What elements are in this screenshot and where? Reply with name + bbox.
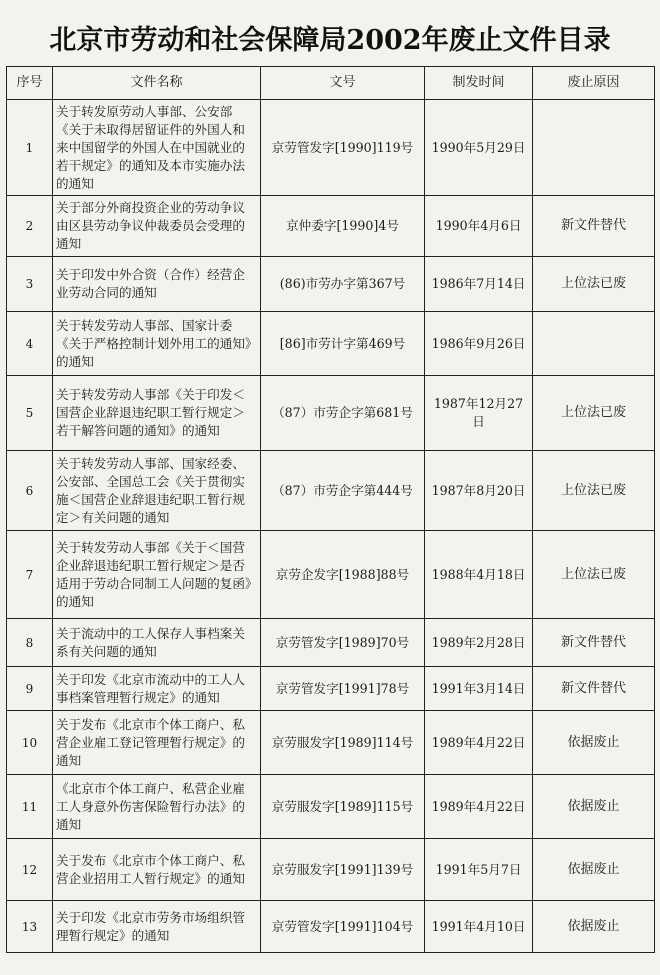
column-header-title: 文件名称 [53, 67, 261, 100]
column-header-reason: 废止原因 [533, 67, 655, 100]
issue-date: 1990年5月29日 [425, 100, 533, 196]
row-number: 11 [7, 775, 53, 839]
row-number: 7 [7, 531, 53, 619]
issue-date: 1989年4月22日 [425, 711, 533, 775]
issue-date: 1989年4月22日 [425, 775, 533, 839]
table-row [7, 775, 655, 839]
abolish-reason: 上位法已废 [533, 451, 655, 531]
document-title: 关于转发劳动人事部《关于印发＜国营企业辞退违纪职工暂行规定＞若干解答问题的通知》的通知 [53, 376, 261, 451]
document-number: 京劳管发字[1991]78号 [261, 667, 425, 711]
document-number: 京劳服发字[1991]139号 [261, 839, 425, 901]
document-number: [86]市劳计字第469号 [261, 312, 425, 376]
table-row [7, 196, 655, 257]
document-title: 关于流动中的工人保存人事档案关系有关问题的通知 [53, 619, 261, 667]
document-number: 京劳管发字[1991]104号 [261, 901, 425, 953]
row-number: 13 [7, 901, 53, 953]
row-number: 2 [7, 196, 53, 257]
table-row [7, 839, 655, 901]
table-row [7, 531, 655, 619]
table-header-row [7, 67, 655, 100]
row-number: 4 [7, 312, 53, 376]
row-number: 5 [7, 376, 53, 451]
row-number: 1 [7, 100, 53, 196]
issue-date: 1991年3月14日 [425, 667, 533, 711]
document-number: (86)市劳办字第367号 [261, 257, 425, 312]
document-title: 关于发布《北京市个体工商户、私营企业招用工人暂行规定》的通知 [53, 839, 261, 901]
table-row [7, 711, 655, 775]
document-title: 关于转发劳动人事部、国家经委、公安部、全国总工会《关于贯彻实施＜国营企业辞退违纪职工暂行规定＞有关问题的通知 [53, 451, 261, 531]
document-title: 关于部分外商投资企业的劳动争议由区县劳动争议仲裁委员会受理的通知 [53, 196, 261, 257]
abolish-reason: 上位法已废 [533, 257, 655, 312]
document-number: 京劳管发字[1989]70号 [261, 619, 425, 667]
document-number: （87）市劳企字第681号 [261, 376, 425, 451]
issue-date: 1986年9月26日 [425, 312, 533, 376]
abolish-reason: 新文件替代 [533, 619, 655, 667]
document-number: 京劳服发字[1989]115号 [261, 775, 425, 839]
abolish-reason [533, 100, 655, 196]
document-number: 京劳管发字[1990]119号 [261, 100, 425, 196]
row-number: 3 [7, 257, 53, 312]
document-title: 关于转发原劳动人事部、公安部《关于未取得居留证件的外国人和来中国留学的外国人在中国就业的若干规定》的通知及本市实施办法的通知 [53, 100, 261, 196]
page-title: 北京市劳动和社会保障局2002年废止文件目录 [49, 25, 611, 56]
document-title: 关于转发劳动人事部、国家计委《关于严格控制计划外用工的通知》的通知 [53, 312, 261, 376]
row-number: 12 [7, 839, 53, 901]
table-row [7, 619, 655, 667]
document-title: 《北京市个体工商户、私营企业雇工人身意外伤害保险暂行办法》的通知 [53, 775, 261, 839]
abolish-reason: 依据废止 [533, 775, 655, 839]
abolish-reason: 依据废止 [533, 901, 655, 953]
row-number: 10 [7, 711, 53, 775]
document-number: 京劳企发字[1988]88号 [261, 531, 425, 619]
row-number: 8 [7, 619, 53, 667]
column-header-no: 序号 [7, 67, 53, 100]
abolish-reason: 依据废止 [533, 711, 655, 775]
table-row [7, 451, 655, 531]
row-number: 9 [7, 667, 53, 711]
table-row [7, 312, 655, 376]
table-row [7, 376, 655, 451]
column-header-docno: 文号 [261, 67, 425, 100]
row-number: 6 [7, 451, 53, 531]
issue-date: 1991年4月10日 [425, 901, 533, 953]
document-title: 关于印发《北京市劳务市场组织管理暂行规定》的通知 [53, 901, 261, 953]
issue-date: 1989年2月28日 [425, 619, 533, 667]
issue-date: 1986年7月14日 [425, 257, 533, 312]
document-title: 关于转发劳动人事部《关于＜国营企业辞退违纪职工暂行规定＞是否适用于劳动合同制工人问题的复函》的通知 [53, 531, 261, 619]
document-title: 关于印发《北京市流动中的工人人事档案管理暂行规定》的通知 [53, 667, 261, 711]
column-header-date: 制发时间 [425, 67, 533, 100]
table-row [7, 667, 655, 711]
issue-date: 1987年8月20日 [425, 451, 533, 531]
document-number: 京劳服发字[1989]114号 [261, 711, 425, 775]
abolish-reason: 上位法已废 [533, 531, 655, 619]
abolish-reason [533, 312, 655, 376]
issue-date: 1990年4月6日 [425, 196, 533, 257]
table-row [7, 901, 655, 953]
document-number: 京仲委字[1990]4号 [261, 196, 425, 257]
issue-date: 1991年5月7日 [425, 839, 533, 901]
document-title: 关于发布《北京市个体工商户、私营企业雇工登记管理暂行规定》的通知 [53, 711, 261, 775]
issue-date: 1987年12月27日 [425, 376, 533, 451]
abolish-reason: 新文件替代 [533, 667, 655, 711]
document-title: 关于印发中外合资（合作）经营企业劳动合同的通知 [53, 257, 261, 312]
abolished-documents-table [6, 66, 655, 953]
abolish-reason: 上位法已废 [533, 376, 655, 451]
abolish-reason: 依据废止 [533, 839, 655, 901]
table-row [7, 100, 655, 196]
abolish-reason: 新文件替代 [533, 196, 655, 257]
document-number: （87）市劳企字第444号 [261, 451, 425, 531]
table-row [7, 257, 655, 312]
issue-date: 1988年4月18日 [425, 531, 533, 619]
